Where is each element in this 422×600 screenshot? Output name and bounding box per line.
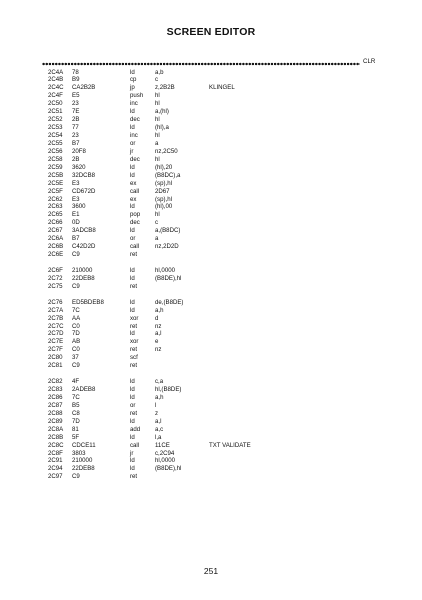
address: 2C6F	[48, 266, 63, 274]
operand: (B8DC),a	[155, 171, 181, 179]
address: 2C6E	[48, 251, 64, 259]
address: 2C63	[48, 203, 63, 211]
listing-row	[0, 275, 422, 283]
mnemonic: ld	[130, 386, 135, 393]
listing-row	[0, 299, 422, 307]
listing-row	[0, 243, 422, 251]
address: 2C7F	[48, 346, 63, 354]
listing-row	[0, 172, 422, 180]
opcode-bytes: 7C	[72, 306, 80, 314]
operand: (sp),hl	[155, 195, 172, 203]
listing-row	[0, 402, 422, 410]
operand: 2D67	[155, 187, 170, 195]
listing-spacer	[0, 259, 422, 267]
mnemonic: ld	[130, 433, 135, 441]
opcode-bytes: 3ADCB8	[72, 227, 96, 235]
listing-row	[0, 457, 422, 465]
mnemonic: xor	[130, 314, 139, 322]
operand: c	[155, 76, 159, 84]
mnemonic: ld	[130, 457, 135, 465]
mnemonic: or	[130, 401, 136, 409]
listing-row	[0, 283, 422, 291]
address: 2C81	[48, 362, 63, 370]
operand: hl,0000	[155, 457, 175, 465]
listing-row	[0, 323, 422, 331]
opcode-bytes: 3803	[72, 449, 86, 457]
opcode-bytes: 32DCB8	[72, 171, 96, 179]
listing-row	[0, 354, 422, 362]
address: 2C75	[48, 282, 63, 290]
listing-row	[0, 346, 422, 354]
mnemonic: ret	[130, 282, 138, 290]
opcode-bytes: C9	[72, 362, 80, 370]
address: 2C83	[48, 386, 63, 393]
opcode-bytes: 81	[72, 425, 79, 433]
operand: c,2C94	[155, 449, 175, 457]
address: 2C65	[48, 211, 63, 219]
listing-row	[0, 386, 422, 394]
listing-row	[0, 188, 422, 196]
operand: z	[155, 409, 159, 417]
opcode-bytes: 210000	[72, 457, 93, 465]
listing-row	[0, 116, 422, 124]
operand: a,h	[155, 306, 164, 314]
opcode-bytes: C0	[72, 322, 80, 330]
mnemonic: ld	[130, 227, 135, 235]
address: 2C87	[48, 401, 63, 409]
opcode-bytes: 7D	[72, 417, 80, 425]
opcode-bytes: B5	[72, 401, 80, 409]
opcode-bytes: E1	[72, 211, 80, 219]
listing-row	[0, 211, 422, 219]
opcode-bytes: 210000	[72, 266, 93, 274]
mnemonic: ret	[130, 322, 138, 330]
listing-row	[0, 69, 422, 77]
operand: hl,0000	[155, 266, 175, 274]
listing-row	[0, 465, 422, 473]
opcode-bytes: 7E	[72, 108, 80, 116]
page-title: SCREEN EDITOR	[166, 26, 256, 38]
listing-row	[0, 315, 422, 323]
opcode-bytes: 23	[72, 132, 79, 139]
opcode-bytes: 0D	[72, 219, 80, 227]
operand: hl	[155, 92, 160, 100]
operand: hl	[155, 116, 160, 124]
operand: l	[155, 401, 157, 409]
address: 2C7B	[48, 314, 64, 322]
listing-row	[0, 410, 422, 418]
opcode-bytes: C9	[72, 251, 80, 259]
listing-row	[0, 426, 422, 434]
address: 2C7E	[48, 338, 64, 346]
opcode-bytes: 22DEB8	[72, 274, 95, 282]
mnemonic: ret	[130, 409, 138, 417]
operand: (hl),20	[155, 163, 173, 171]
listing-row	[0, 378, 422, 386]
mnemonic: ld	[130, 171, 135, 179]
opcode-bytes: E3	[72, 179, 80, 187]
listing-row	[0, 338, 422, 346]
listing-row	[0, 434, 422, 442]
address: 2C7C	[48, 322, 64, 330]
address: 2C66	[48, 219, 63, 227]
operand: l,a	[155, 433, 162, 441]
address: 2C76	[48, 298, 63, 306]
listing-spacer	[0, 291, 422, 299]
opcode-bytes: 4F	[72, 378, 80, 386]
address: 2C5B	[48, 171, 64, 179]
opcode-bytes: 2ADEB8	[72, 386, 96, 393]
mnemonic: xor	[130, 338, 139, 346]
operand: (sp),hl	[155, 179, 172, 187]
opcode-bytes: 3620	[72, 163, 86, 171]
operand: hl,(B8DE)	[155, 386, 182, 393]
comment-label: TXT VALIDATE	[209, 441, 251, 449]
mnemonic: ld	[130, 203, 135, 211]
listing-row	[0, 418, 422, 426]
operand: nz,2C50	[155, 147, 178, 155]
opcode-bytes: 23	[72, 100, 79, 108]
listing-row	[0, 330, 422, 338]
opcode-bytes: 7D	[72, 330, 80, 338]
operand: nz,2D2D	[155, 243, 179, 251]
opcode-bytes: 5F	[72, 433, 80, 441]
operand: c	[155, 219, 159, 227]
operand: a,l	[155, 417, 162, 425]
operand: (B8DE),hl	[155, 465, 182, 473]
address: 2C4C	[48, 84, 64, 92]
address: 2C8F	[48, 449, 63, 457]
mnemonic: ld	[130, 306, 135, 314]
operand: 11CE	[155, 441, 170, 449]
address: 2C51	[48, 108, 63, 116]
operand: z,2B2B	[155, 84, 175, 92]
address: 2C53	[48, 124, 63, 132]
mnemonic: ld	[130, 465, 135, 473]
listing-row	[0, 362, 422, 370]
operand: a,h	[155, 393, 164, 401]
mnemonic: jr	[130, 449, 134, 457]
mnemonic: ld	[130, 163, 135, 171]
mnemonic: inc	[130, 132, 138, 139]
opcode-bytes: E5	[72, 92, 80, 100]
mnemonic: ld	[130, 378, 135, 386]
listing-row	[0, 219, 422, 227]
opcode-bytes: 77	[72, 124, 79, 132]
address: 2C4F	[48, 92, 63, 100]
opcode-bytes: 2B	[72, 116, 80, 124]
address: 2C54	[48, 132, 63, 139]
opcode-bytes: 3600	[72, 203, 86, 211]
opcode-bytes: B9	[72, 76, 80, 84]
mnemonic: inc	[130, 100, 138, 108]
mnemonic: add	[130, 425, 141, 433]
address: 2C8C	[48, 441, 64, 449]
operand: c,a	[155, 378, 164, 386]
operand: nz	[155, 322, 162, 330]
address: 2C56	[48, 147, 63, 155]
listing-row	[0, 84, 422, 92]
operand: hl	[155, 211, 160, 219]
mnemonic: dec	[130, 155, 140, 163]
operand: e	[155, 338, 159, 346]
address: 2C59	[48, 163, 63, 171]
listing-row	[0, 132, 422, 140]
opcode-bytes: C0	[72, 346, 80, 354]
operand: a	[155, 139, 159, 147]
listing-row	[0, 76, 422, 84]
listing-spacer	[0, 370, 422, 378]
address: 2C62	[48, 195, 63, 203]
opcode-bytes: E3	[72, 195, 80, 203]
address: 2C6A	[48, 235, 64, 243]
opcode-bytes: 20F8	[72, 147, 86, 155]
mnemonic: dec	[130, 219, 140, 227]
address: 2C4B	[48, 76, 64, 84]
operand: a,l	[155, 330, 162, 338]
operand: (hl),a	[155, 124, 169, 132]
opcode-bytes: 78	[72, 68, 79, 76]
address: 2C5E	[48, 179, 64, 187]
address: 2C6B	[48, 243, 64, 251]
mnemonic: ret	[130, 346, 138, 354]
mnemonic: ret	[130, 473, 138, 481]
mnemonic: cp	[130, 76, 137, 84]
mnemonic: or	[130, 139, 136, 147]
mnemonic: call	[130, 243, 140, 251]
separator-label: CLR	[363, 58, 376, 65]
operand: d	[155, 314, 159, 322]
mnemonic: ex	[130, 195, 137, 203]
listing-row	[0, 164, 422, 172]
operand: a,c	[155, 425, 164, 433]
listing-row	[0, 473, 422, 481]
operand: (B8DE),hl	[155, 274, 182, 282]
listing-row	[0, 267, 422, 275]
mnemonic: call	[130, 441, 140, 449]
listing-row	[0, 251, 422, 259]
mnemonic: push	[130, 92, 144, 100]
opcode-bytes: 37	[72, 354, 79, 362]
opcode-bytes: B7	[72, 139, 80, 147]
address: 2C86	[48, 393, 63, 401]
opcode-bytes: 2B	[72, 155, 80, 163]
mnemonic: jp	[130, 84, 135, 92]
listing-row	[0, 92, 422, 100]
opcode-bytes: B7	[72, 235, 80, 243]
address: 2C50	[48, 100, 63, 108]
mnemonic: ld	[130, 266, 135, 274]
address: 2C97	[48, 473, 63, 481]
listing-row	[0, 108, 422, 116]
opcode-bytes: CDCE11	[72, 441, 96, 449]
mnemonic: call	[130, 187, 140, 195]
opcode-bytes: C42D2D	[72, 243, 96, 251]
address: 2C8B	[48, 433, 64, 441]
mnemonic: ld	[130, 417, 135, 425]
operand: a	[155, 235, 159, 243]
address: 2C8A	[48, 425, 64, 433]
assembly-listing	[0, 69, 422, 482]
address: 2C80	[48, 354, 63, 362]
mnemonic: ex	[130, 179, 137, 187]
mnemonic: ld	[130, 330, 135, 338]
mnemonic: ld	[130, 108, 135, 116]
address: 2C4A	[48, 68, 64, 76]
listing-row	[0, 442, 422, 450]
mnemonic: scf	[130, 354, 138, 362]
opcode-bytes: CD672D	[72, 187, 96, 195]
listing-row	[0, 196, 422, 204]
operand: de,(B8DE)	[155, 298, 184, 306]
opcode-bytes: C9	[72, 282, 80, 290]
operand: (hl),00	[155, 203, 173, 211]
dotted-separator	[42, 61, 360, 67]
operand: a,(hl)	[155, 108, 169, 116]
mnemonic: ld	[130, 393, 135, 401]
opcode-bytes: CA2B2B	[72, 84, 96, 92]
mnemonic: jr	[130, 147, 134, 155]
mnemonic: ld	[130, 124, 135, 132]
mnemonic: ld	[130, 298, 135, 306]
operand: hl	[155, 100, 160, 108]
address: 2C91	[48, 457, 63, 465]
address: 2C67	[48, 227, 63, 235]
address: 2C55	[48, 139, 63, 147]
operand: a,(B8DC)	[155, 227, 181, 235]
listing-row	[0, 180, 422, 188]
opcode-bytes: C9	[72, 473, 80, 481]
listing-row	[0, 394, 422, 402]
opcode-bytes: AB	[72, 338, 81, 346]
opcode-bytes: 22DEB8	[72, 465, 95, 473]
mnemonic: or	[130, 235, 136, 243]
comment-label: KLINGEL	[209, 84, 235, 92]
operand: nz	[155, 346, 162, 354]
listing-row	[0, 100, 422, 108]
address: 2C94	[48, 465, 63, 473]
address: 2C7A	[48, 306, 64, 314]
address: 2C88	[48, 409, 63, 417]
address: 2C82	[48, 378, 63, 386]
mnemonic: ld	[130, 68, 135, 76]
address: 2C72	[48, 274, 63, 282]
listing-row	[0, 124, 422, 132]
address: 2C7D	[48, 330, 64, 338]
mnemonic: dec	[130, 116, 140, 124]
opcode-bytes: ED5BDEB8	[72, 298, 104, 306]
opcode-bytes: 7C	[72, 393, 80, 401]
listing-row	[0, 307, 422, 315]
listing-row	[0, 450, 422, 458]
operand: hl	[155, 155, 160, 163]
address: 2C5F	[48, 187, 63, 195]
operand: hl	[155, 132, 160, 139]
address: 2C58	[48, 155, 63, 163]
address: 2C52	[48, 116, 63, 124]
opcode-bytes: AA	[72, 314, 81, 322]
address: 2C89	[48, 417, 63, 425]
mnemonic: pop	[130, 211, 141, 219]
listing-row	[0, 203, 422, 211]
listing-row	[0, 156, 422, 164]
page-number: 251	[203, 566, 219, 576]
opcode-bytes: C8	[72, 409, 80, 417]
listing-row	[0, 235, 422, 243]
mnemonic: ld	[130, 274, 135, 282]
operand: a,b	[155, 68, 164, 76]
mnemonic: ret	[130, 362, 138, 370]
listing-row	[0, 148, 422, 156]
listing-row	[0, 227, 422, 235]
mnemonic: ret	[130, 251, 138, 259]
listing-row	[0, 140, 422, 148]
